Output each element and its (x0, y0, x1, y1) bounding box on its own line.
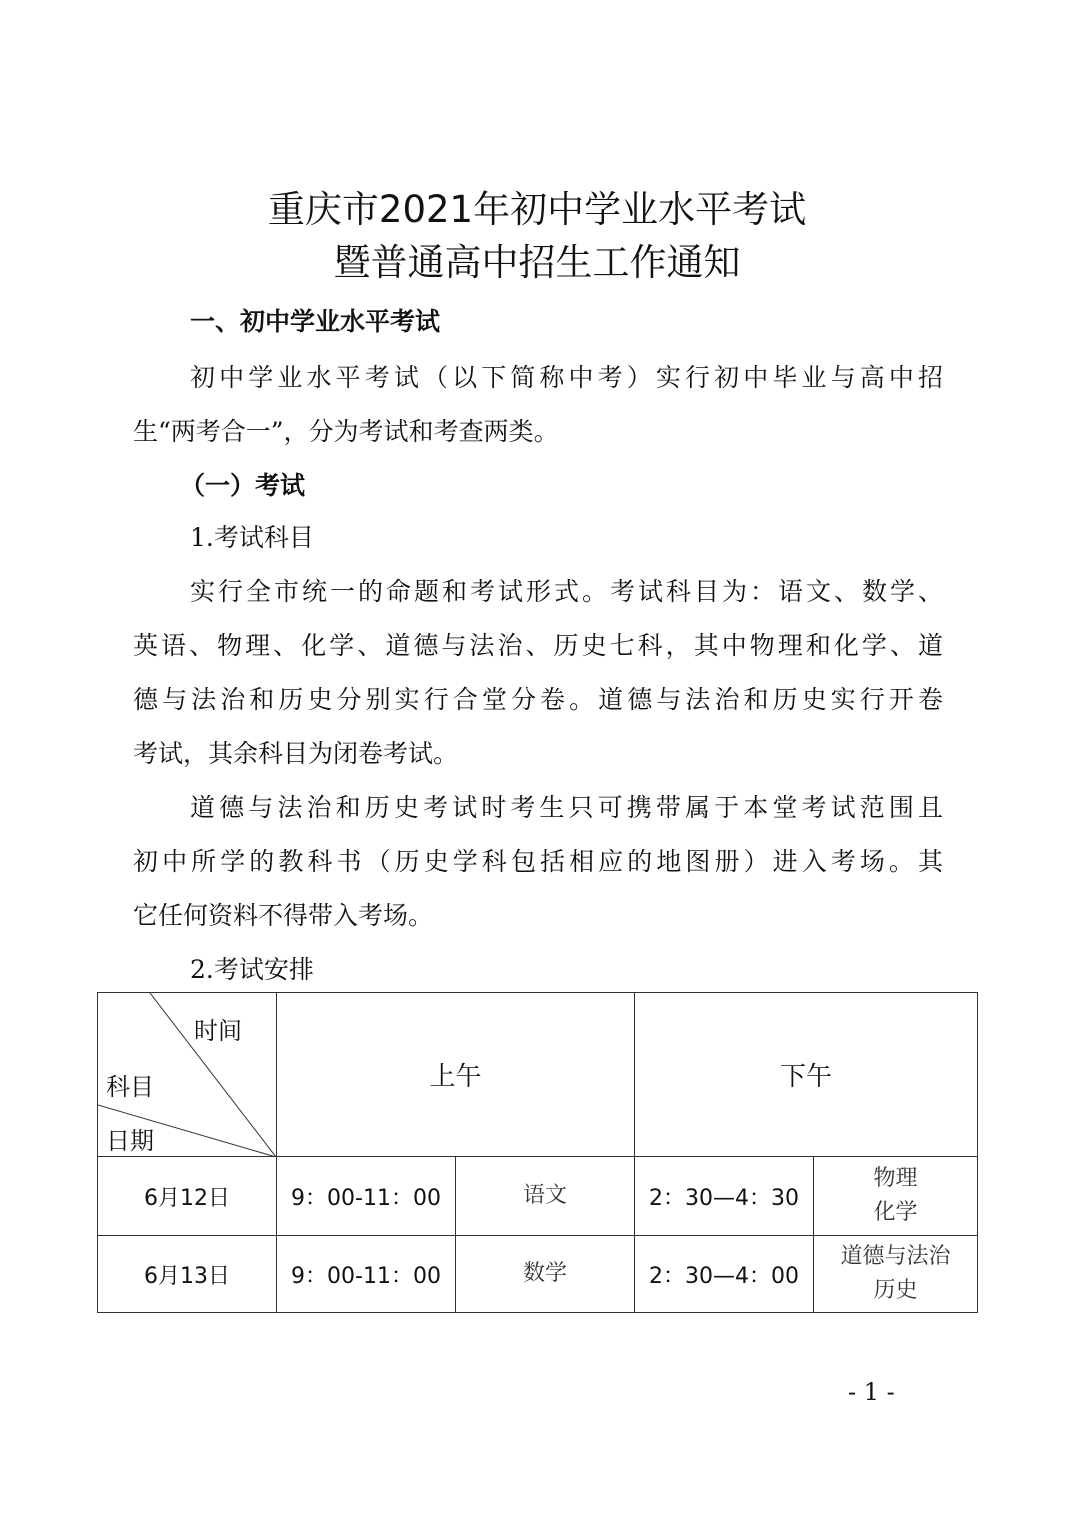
date-cell: 6月13日 (98, 1236, 277, 1313)
pm-subject-2: 化学 (873, 1200, 918, 1225)
am-time-cell: 9：00-11：00 (277, 1157, 456, 1236)
para2-line: 德与法治和历史分别实行合堂分卷。道德与法治和历史实行开卷 (133, 685, 943, 714)
item-heading: 2.考试安排 (190, 955, 314, 984)
para2-line: 考试，其余科目为闭卷考试。 (133, 739, 459, 768)
corner-date: 日期 (106, 1127, 154, 1155)
morning-header: 上午 (277, 993, 635, 1157)
para2-line: 英语、物理、化学、道德与法治、历史七科，其中物理和化学、道 (133, 631, 943, 660)
corner-subject: 科目 (106, 1073, 154, 1101)
section-heading: 一、初中学业水平考试 (190, 307, 441, 336)
para2-line: 实行全市统一的命题和考试形式。考试科目为：语文、数学、 (190, 577, 943, 606)
pm-subject-1: 物理 (873, 1166, 918, 1191)
item-heading: 1.考试科目 (190, 523, 314, 552)
title-line1: 重庆市2021年初中学业水平考试 (267, 188, 807, 231)
page-number: - 1 - (848, 1378, 895, 1406)
exam-schedule-table (97, 992, 978, 1313)
date-cell: 6月12日 (98, 1157, 277, 1236)
pm-time-cell: 2：30—4：30 (635, 1157, 814, 1236)
table-row (98, 1157, 978, 1236)
para1-line: 生“两考合一”，分为考试和考查两类。 (133, 417, 559, 446)
am-subject-cell: 数学 (456, 1236, 635, 1313)
pm-subject-cell (814, 1157, 978, 1236)
para3-line: 它任何资料不得带入考场。 (133, 901, 434, 930)
corner-cell (98, 993, 277, 1157)
pm-subject-cell (814, 1236, 978, 1313)
pm-subject-2: 历史 (873, 1278, 918, 1303)
para1-line: 初中学业水平考试（以下简称中考）实行初中毕业与高中招 (190, 363, 943, 392)
para3-line: 道德与法治和历史考试时考生只可携带属于本堂考试范围且 (190, 793, 943, 822)
pm-subject-1: 道德与法治 (840, 1244, 951, 1269)
para3-line: 初中所学的教科书（历史学科包括相应的地图册）进入考场。其 (133, 847, 943, 876)
title-line2: 暨普通高中招生工作通知 (333, 241, 741, 284)
subsection-heading: （一）考试 (180, 471, 306, 500)
table-row (98, 1236, 978, 1313)
pm-time-cell: 2：30—4：00 (635, 1236, 814, 1313)
afternoon-header: 下午 (635, 993, 978, 1157)
am-subject-cell: 语文 (456, 1157, 635, 1236)
am-time-cell: 9：00-11：00 (277, 1236, 456, 1313)
corner-time: 时间 (194, 1017, 242, 1045)
